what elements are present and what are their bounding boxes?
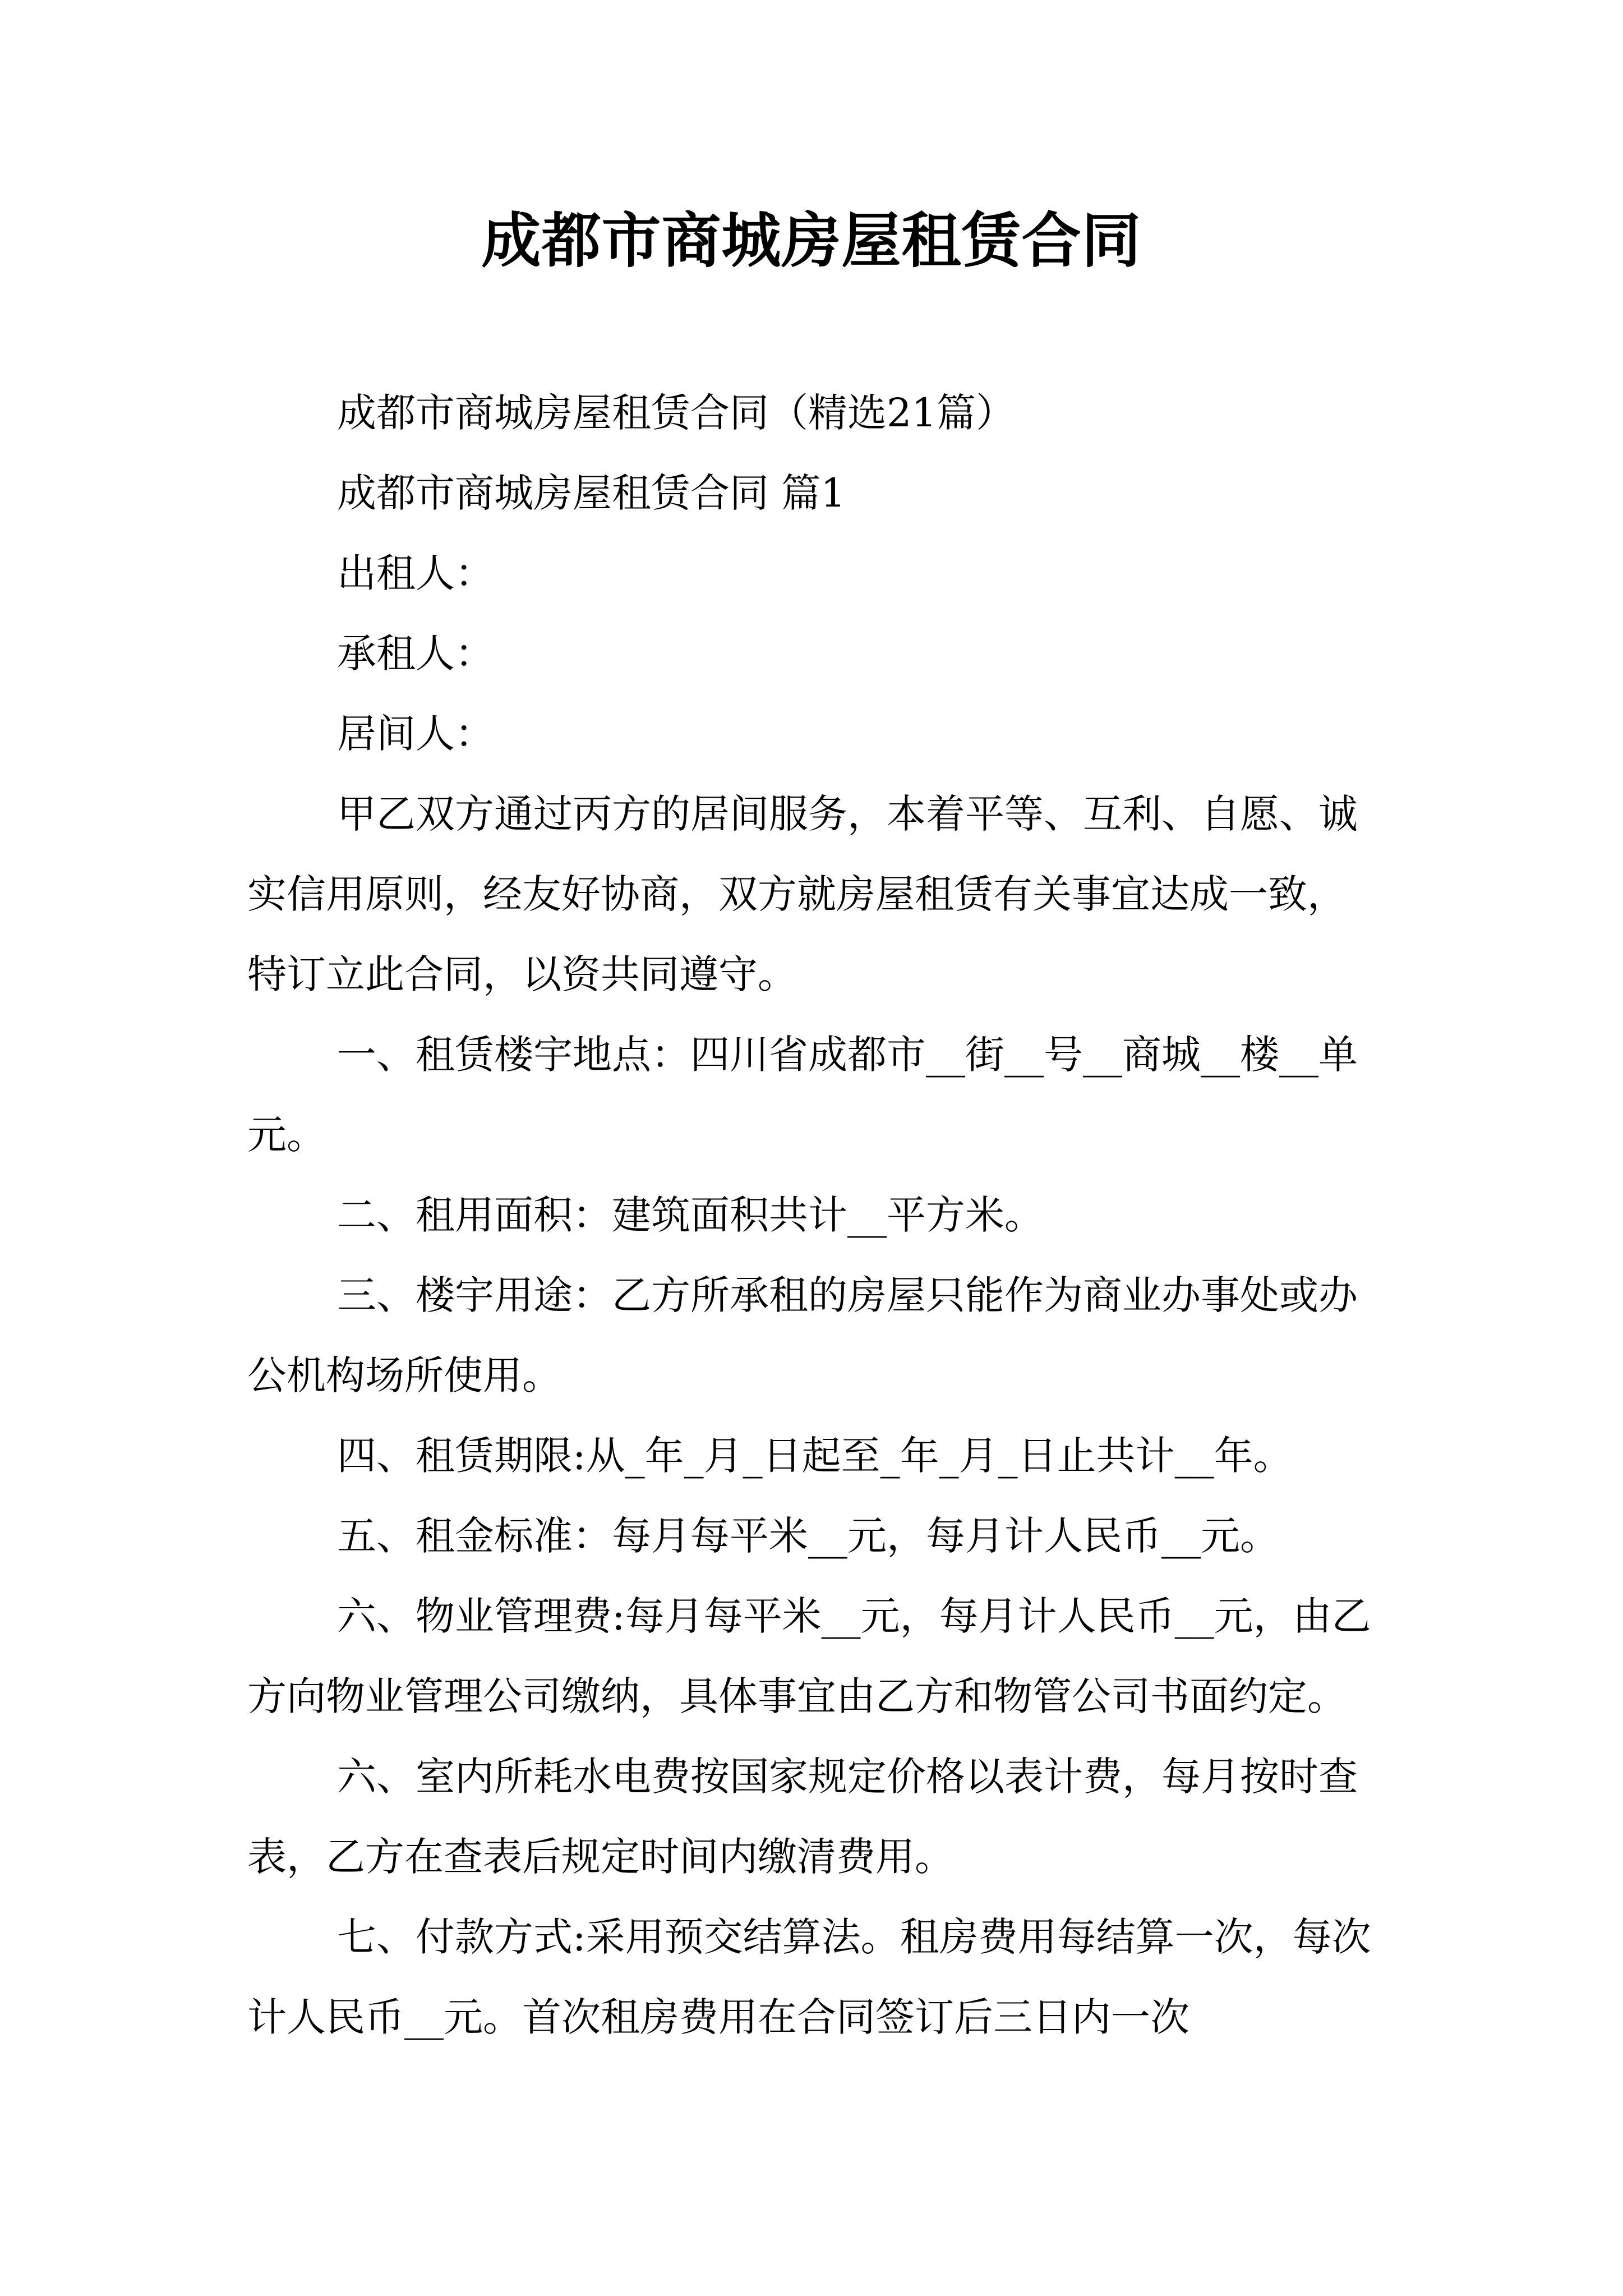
paragraph-clause-location: 一、租赁楼宇地点：四川省成都市__街__号__商城__楼__单元。 bbox=[247, 1032, 1358, 1158]
paragraph-clause-area: 二、租用面积：建筑面积共计__平方米。 bbox=[337, 1192, 1044, 1238]
document-title: 成都市商城房屋租赁合同 bbox=[481, 206, 1142, 275]
paragraph-clause-usage: 三、楼宇用途：乙方所承租的房屋只能作为商业办事处或办公机构场所使用。 bbox=[247, 1272, 1358, 1398]
paragraph-collection-title: 成都市商城房屋租赁合同（精选21篇） bbox=[337, 390, 1016, 436]
paragraph-intermediary: 居间人： bbox=[337, 711, 494, 757]
paragraph-clause-term: 四、租赁期限:从_年_月_日起至_年_月_日止共计__年。 bbox=[337, 1433, 1293, 1479]
document-body bbox=[247, 373, 1383, 2058]
paragraph-preamble: 甲乙双方通过丙方的居间服务，本着平等、互利、自愿、诚实信用原则，经友好协商，双方就房屋租赁有关事宜达成一致，特订立此合同，以资共同遵守。 bbox=[247, 791, 1358, 997]
paragraph-lessor: 出租人： bbox=[337, 550, 494, 596]
paragraph-clause-rent: 五、租金标准：每月每平米__元，每月计人民币__元。 bbox=[337, 1513, 1279, 1559]
paragraph-clause-management-fee: 六、物业管理费:每月每平米__元，每月计人民币__元，由乙方向物业管理公司缴纳，具体事宜由乙方和物管公司书面约定。 bbox=[247, 1593, 1371, 1719]
paragraph-lessee: 承租人： bbox=[337, 631, 494, 677]
paragraph-section-heading: 成都市商城房屋租赁合同 篇1 bbox=[337, 470, 846, 516]
paragraph-clause-utilities: 六、室内所耗水电费按国家规定价格以表计费，每月按时查表，乙方在查表后规定时间内缴清费用。 bbox=[247, 1754, 1358, 1880]
paragraph-clause-payment: 七、付款方式:采用预交结算法。租房费用每结算一次，每次计人民币__元。首次租房费用在合同签订后三日内一次 bbox=[247, 1914, 1371, 2040]
